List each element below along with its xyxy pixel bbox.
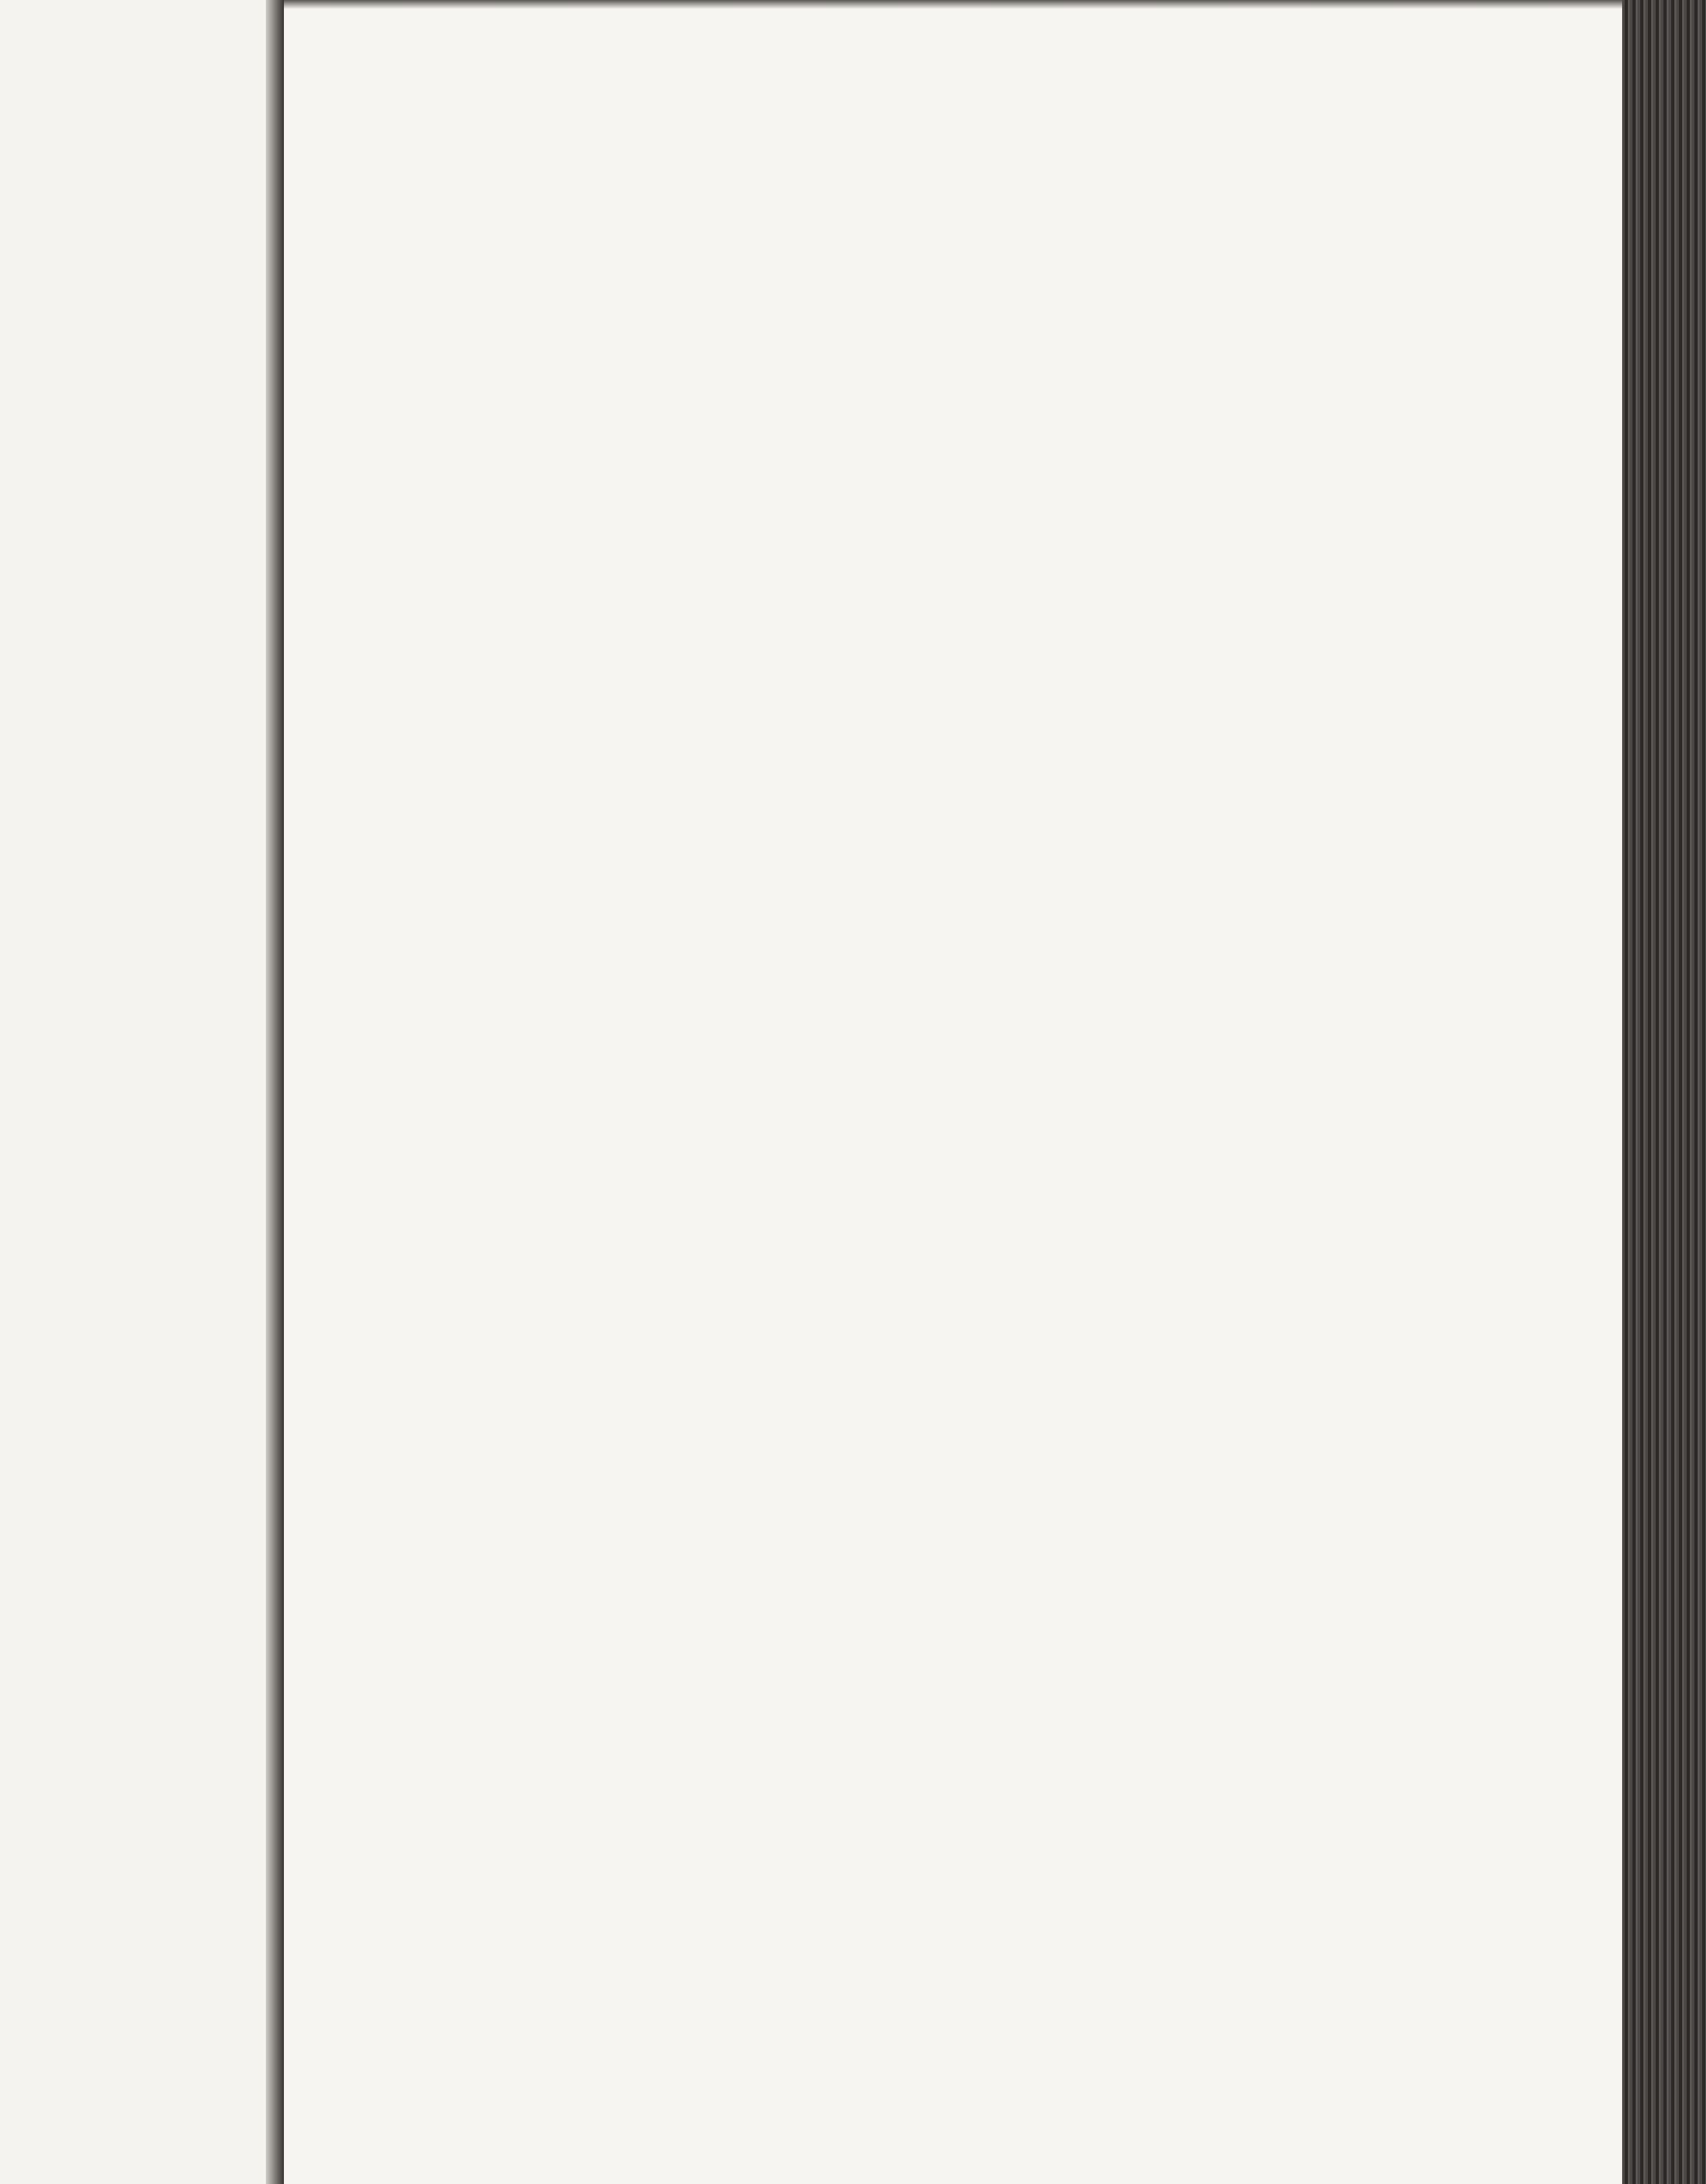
top-shadow [284,0,1622,9]
left-page [0,0,266,2184]
right-page [284,0,1622,2184]
book-gutter [266,0,285,2184]
page-edges [1622,0,1706,2184]
